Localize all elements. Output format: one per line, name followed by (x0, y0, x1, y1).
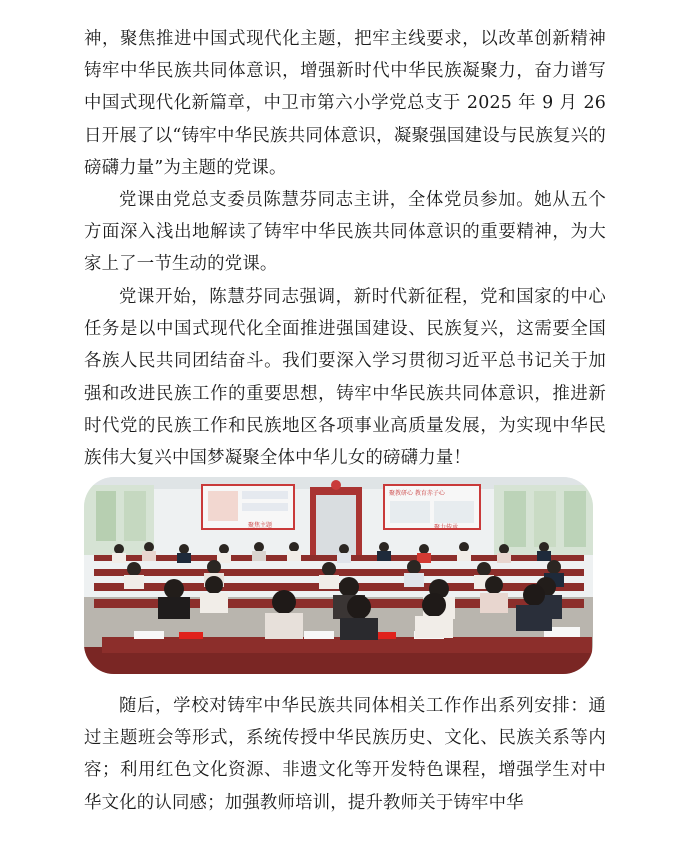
banner-right-title: 聚教研心 教育赤子心 (389, 490, 445, 497)
meeting-photo (84, 477, 593, 674)
meeting-photo-illustration (84, 477, 593, 674)
paragraph-4: 随后，学校对铸牢中华民族共同体相关工作作出系列安排：通过主题班会等形式，系统传授中华民族历史、文化、民族关系等内容；利用红色文化资源、非遗文化等开发特色课程，增强学生对中华文化的认同感；加强教师培训，提升教师关于铸牢中华 (84, 696, 606, 813)
banner-right-text: 聚力传承 (434, 524, 459, 531)
banner-left-text: 聚焦主题 (248, 522, 273, 529)
paragraph-3: 党课开始，陈慧芬同志强调，新时代新征程，党和国家的中心任务是以中国式现代化全面推进强国建设、民族复兴，这需要全国各族人民共同团结奋斗。我们要深入学习贯彻习近平总书记关于加强和改进民族工作的重要思想，铸牢中华民族共同体意识，推进新时代党的民族工作和民族地区各项事业高质量发展，为实现中华民族伟大复兴中国梦凝聚全体中华儿女的磅礴力量！ (84, 287, 606, 469)
paragraph-2: 党课由党总支委员陈慧芬同志主讲，全体党员参加。她从五个方面深入浅出地解读了铸牢中华民族共同体意识的重要精神，为大家上了一节生动的党课。 (84, 190, 606, 275)
paragraph-1: 神，聚焦推进中国式现代化主题，把牢主线要求，以改革创新精神铸牢中华民族共同体意识，增强新时代中华民族凝聚力，奋力谱写中国式现代化新篇章，中卫市第六小学党总支于 2025 年 9 月 26 日开展了以“铸牢中华民族共同体意识，凝聚强国建设与民族复兴的磅礴力量”为主题的党课。 (84, 29, 606, 178)
